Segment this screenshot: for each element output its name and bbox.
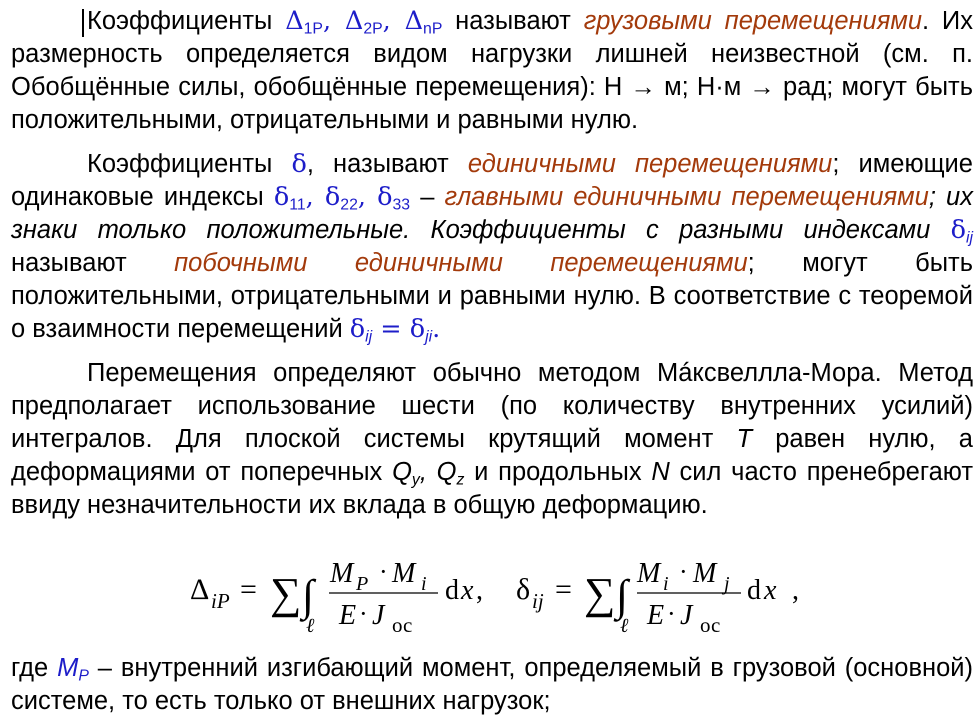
formula1-int-sub: ℓ: [306, 615, 315, 637]
formula2-m1: M: [637, 558, 661, 589]
formula2-d: d: [747, 575, 761, 606]
text: где: [11, 654, 58, 682]
formula2-m2-sub: j: [724, 573, 730, 595]
formula2-eq: =: [555, 573, 572, 606]
text: Коэффициенты: [87, 7, 286, 35]
formula1-eq: =: [240, 573, 257, 606]
displacement-formulas: [0, 548, 978, 638]
symbol-delta: δ: [291, 149, 307, 179]
symbol-delta-2p: $\Delta_{2P}$: [344, 6, 383, 38]
symbol-mp: $M_P$: [57, 654, 89, 685]
symbol-delta-ij: δij: [950, 215, 973, 247]
symbol-t: T: [736, 425, 753, 453]
formula2-lhs: δ: [516, 573, 531, 606]
separator: ,: [419, 458, 437, 486]
formula1-e: E: [339, 600, 357, 631]
formula1-dot: ·: [379, 557, 388, 586]
formula1-x: x: [461, 575, 474, 606]
term-load-displacements: грузовыми перемещениями: [583, 7, 922, 35]
text: ; могут быть положительными, отрицательными и равными нулю. В соответствие с теоремой о взаимности перемещений: [11, 249, 973, 343]
term-unit-displacements: единичными перемещениями: [467, 150, 833, 178]
symbol-delta-np: $\Delta_{nP}$: [404, 6, 443, 38]
text: называют: [11, 249, 175, 277]
formula2-int-sub: ℓ: [620, 615, 629, 637]
text: –: [410, 183, 445, 211]
separator: ,: [305, 182, 325, 212]
text: Перемещения определяют обычно методом Мáксвеллла-Мора. Метод предполагает использование шести (по количеству внутренних усилий) интегралов. Для плоской системы крутящий момент: [11, 359, 973, 453]
formula1-comma: ,: [476, 575, 483, 606]
text: ; имеющие одинаковые индексы: [11, 150, 973, 211]
formula1-lhs-sub: iP: [211, 589, 230, 613]
formula1-lhs: Δ: [190, 573, 210, 606]
formula-load-displacement: [190, 557, 483, 637]
separator: ,: [322, 6, 345, 36]
text: Коэффициенты: [87, 150, 292, 178]
formula1-sum: ∑: [270, 569, 302, 618]
reciprocity-equation: δij = δji.: [349, 314, 441, 346]
separator: ,: [357, 182, 378, 212]
formula2-sum: ∑: [584, 569, 616, 618]
text: – внутренний изгибающий момент, определяемый в грузовой (основной) системе, то есть только от внешних нагрузок;: [11, 654, 973, 715]
formula2-comma: ,: [792, 575, 799, 606]
text: называют: [442, 7, 584, 35]
formula2-m1-sub: i: [663, 573, 669, 595]
paragraph-mp-definition: [11, 652, 973, 718]
text: сил часто пренебрегают ввиду незначительности их вклада в общую деформацию.: [11, 458, 973, 519]
text: ; их знаки только положительные. Коэффициенты с разными индексами: [11, 183, 973, 244]
term-side-unit-displacements: побочными единичными перемещениями: [174, 249, 748, 277]
text: равен нулю, а деформациями от поперечных: [11, 425, 973, 486]
symbol-qy: $Q_y$: [392, 458, 420, 489]
term-main-unit-displacements: главными единичными перемещениями: [444, 183, 929, 211]
symbol-n: N: [651, 458, 670, 486]
symbol-delta-1p: $\Delta_{1P}$: [285, 6, 323, 38]
formula1-m1: M: [330, 558, 354, 589]
formula1-dot2: ·: [359, 599, 368, 628]
text: , называют: [306, 150, 468, 178]
formula2-dot: ·: [679, 557, 688, 586]
text: и продольных: [464, 458, 652, 486]
paragraph-load-displacements: [11, 5, 973, 137]
formula2-j-sub: ос: [700, 613, 721, 637]
formula2-int: ∫: [616, 571, 629, 620]
formula2-dot2: ·: [667, 599, 676, 628]
formula2-e: E: [647, 600, 665, 631]
formula1-m1-sub: P: [356, 573, 369, 595]
formula2-lhs-sub: ij: [532, 589, 544, 613]
formula2-m2: M: [693, 558, 717, 589]
formula-svg: [0, 548, 978, 638]
symbol-delta-22: $\delta_{22}$: [324, 182, 358, 214]
formula2-j: J: [680, 600, 693, 631]
formula1-m2-sub: i: [421, 573, 427, 595]
separator: ,: [382, 6, 405, 36]
symbol-delta-33: $\delta_{33}$: [377, 182, 411, 214]
paragraph-unit-displacements: [11, 148, 973, 346]
formula2-x: x: [764, 575, 777, 606]
formula-unit-displacement: [516, 557, 799, 637]
formula1-j: J: [372, 600, 385, 631]
document-body: [11, 5, 973, 522]
symbol-qz: $Q_z$: [436, 458, 465, 489]
paragraph-bending-moment: [11, 652, 973, 718]
paragraph-maxwell-mohr: [11, 357, 973, 522]
symbol-delta-11: $\delta_{11}$: [273, 182, 306, 214]
formula1-d: d: [445, 575, 459, 606]
formula1-j-sub: ос: [392, 613, 413, 637]
formula1-int: ∫: [302, 571, 315, 620]
formula1-m2: M: [392, 558, 416, 589]
text: . Их размерность определяется видом нагрузки лишней неизвестной (см. п. Обобщённые силы, обобщённые перемещения): Н → м; Н·м → рад; могут быть положительными, отрицательными и равными нулю.: [11, 7, 973, 134]
